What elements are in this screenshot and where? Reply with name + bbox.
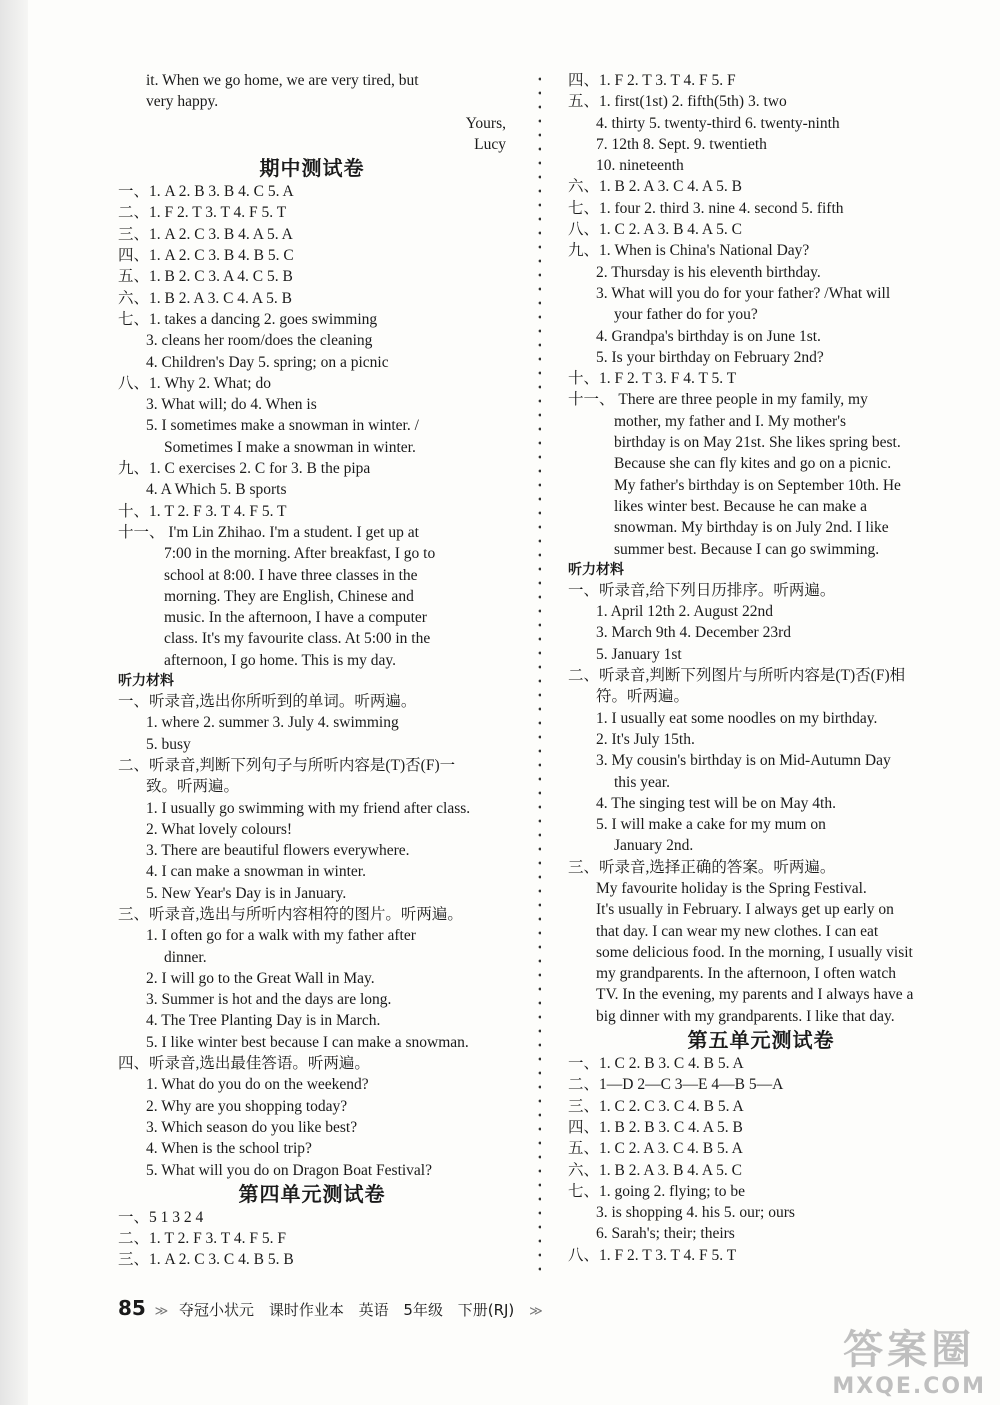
answer-line: 7. 12th 8. Sept. 9. twentieth — [596, 135, 767, 153]
page-footer — [118, 1296, 549, 1320]
answer-line: 1. I usually eat some noodles on my birthday. — [596, 709, 878, 727]
subsection-label: 听力材料 — [118, 673, 174, 690]
section-heading: 期中测试卷 — [259, 156, 365, 181]
answer-line: 三、1. A 2. C 3. C 4. B 5. B — [118, 1251, 294, 1269]
answer-line: very happy. — [146, 93, 219, 111]
answer-line: January 2nd. — [614, 837, 694, 855]
answer-line: 九、1. C exercises 2. C for 3. B the pipa — [118, 460, 371, 478]
section-heading: 第五单元测试卷 — [687, 1028, 835, 1053]
answer-line: Sometimes I make a snowman in winter. — [164, 438, 416, 456]
watermark-title: 答案圈 — [843, 1327, 976, 1373]
answer-line: Because she can fly kites and go on a picnic. — [614, 455, 892, 473]
answer-line: 十一、 I'm Lin Zhihao. I'm a student. I get up at — [118, 523, 419, 541]
answer-line: 三、听录音,选出与所听内容相符的图片。听两遍。 — [118, 905, 463, 923]
answer-line: 5. I will make a cake for my mum on — [596, 816, 826, 834]
answer-line: 1. where 2. summer 3. July 4. swimming — [146, 714, 399, 732]
answer-line: 2. Thursday is his eleventh birthday. — [596, 263, 821, 281]
answer-line: dinner. — [164, 948, 207, 966]
answer-line: Yours, — [465, 114, 506, 132]
answer-line: 3. What will you do for your father? /What will — [596, 284, 891, 302]
answer-line: 六、1. B 2. A 3. C 4. A 5. B — [568, 178, 742, 196]
answer-line: 四、听录音,选出最佳答语。听两遍。 — [118, 1055, 370, 1073]
answer-line: 2. What lovely colours! — [146, 820, 293, 838]
answer-line: afternoon, I go home. This is my day. — [164, 651, 397, 669]
answer-line: 4. A Which 5. B sports — [146, 481, 287, 499]
right-column — [568, 70, 954, 1266]
answer-line: 3. Which season do you like best? — [146, 1118, 358, 1136]
answer-line: 1. I often go for a walk with my father after — [146, 927, 416, 945]
answer-line: 五、1. first(1st) 2. fifth(5th) 3. two — [568, 93, 787, 111]
answer-line: 2. Why are you shopping today? — [146, 1097, 348, 1115]
answer-line: 5. New Year's Day is in January. — [146, 884, 347, 902]
answer-line: 十、1. F 2. T 3. F 4. T 5. T — [568, 370, 737, 388]
answer-line: 四、1. F 2. T 3. T 4. F 5. F — [568, 72, 736, 89]
left-column — [118, 70, 506, 1271]
answer-line: morning. They are English, Chinese and — [164, 587, 414, 605]
answer-line: 4. I can make a snowman in winter. — [146, 863, 366, 881]
answer-line: 一、1. C 2. B 3. C 4. B 5. A — [568, 1055, 744, 1073]
footer-volume: 下册(RJ) — [457, 1301, 515, 1319]
answer-line: My favourite holiday is the Spring Festival. — [596, 879, 867, 897]
answer-line: 五、1. B 2. C 3. A 4. C 5. B — [118, 268, 293, 286]
answer-line: this year. — [614, 773, 670, 791]
answer-line: My father's birthday is on September 10th. He — [614, 476, 901, 494]
answer-line: class. It's my favourite class. At 5:00 in the — [164, 630, 431, 648]
answer-line: 4. Children's Day 5. spring; on a picnic — [146, 353, 389, 371]
answer-line: 八、1. C 2. A 3. B 4. A 5. C — [568, 221, 742, 239]
chevron-right-icon: ≫ — [529, 1304, 543, 1319]
answer-line: 4. The Tree Planting Day is in March. — [146, 1012, 381, 1030]
answer-line: it. When we go home, we are very tired, but — [146, 72, 419, 89]
answer-line: big dinner with my grandparents. I like that day. — [596, 1007, 895, 1025]
answer-line: 5. Is your birthday on February 2nd? — [596, 348, 824, 366]
answer-line: 一、听录音,选出你所听到的单词。听两遍。 — [118, 693, 417, 711]
answer-line: 4. Grandpa's birthday is on June 1st. — [596, 327, 821, 345]
answer-line: 7:00 in the morning. After breakfast, I go to — [164, 545, 436, 563]
answer-line: 四、1. A 2. C 3. B 4. B 5. C — [118, 247, 294, 265]
answer-line: 3. cleans her room/does the cleaning — [146, 332, 373, 350]
answer-line: my grandparents. In the afternoon, I often watch — [596, 965, 896, 983]
answer-line: 2. It's July 15th. — [596, 730, 695, 748]
answer-line: 一、1. A 2. B 3. B 4. C 5. A — [118, 183, 294, 201]
section-heading: 第四单元测试卷 — [238, 1181, 386, 1206]
answer-line: 5. January 1st — [596, 645, 682, 663]
answer-line: 符。听两遍。 — [596, 688, 690, 706]
answer-line: mother, my father and I. My mother's — [614, 412, 847, 430]
answer-line: 三、1. C 2. C 3. C 4. B 5. A — [568, 1097, 744, 1115]
page-gutter-shadow — [0, 0, 28, 1405]
answer-line: 1. April 12th 2. August 22nd — [596, 603, 773, 621]
subsection-label: 听力材料 — [568, 561, 624, 578]
answer-line: 三、1. A 2. C 3. B 4. A 5. A — [118, 225, 293, 243]
answer-line: some delicious food. In the morning, I usually visit — [596, 943, 913, 961]
answer-line: that day. I can wear my new clothes. I can eat — [596, 922, 879, 940]
page-number: 85 — [118, 1296, 146, 1320]
answer-line: Lucy — [474, 135, 506, 153]
watermark-logo — [832, 1326, 986, 1399]
chevron-right-icon: ≫ — [154, 1304, 169, 1319]
answer-line: 六、1. B 2. A 3. C 4. A 5. B — [118, 289, 292, 307]
answer-line: 一、听录音,给下列日历排序。听两遍。 — [568, 581, 836, 599]
answer-line: 10. nineteenth — [596, 157, 684, 175]
answer-line: 3. There are beautiful flowers everywhere. — [146, 842, 410, 860]
answer-line: 十一、 There are three people in my family, my — [568, 391, 868, 409]
watermark-url: MXQE.COM — [832, 1374, 986, 1399]
answer-line: birthday is on May 21st. She likes spring best. — [614, 434, 901, 452]
answer-line: 4. thirty 5. twenty-third 6. twenty-ninth — [596, 114, 840, 132]
answer-line: 二、1. T 2. F 3. T 4. F 5. F — [118, 1230, 286, 1248]
answer-line: 九、1. When is China's National Day? — [568, 242, 810, 260]
answer-line: 五、1. C 2. A 3. C 4. B 5. A — [568, 1140, 743, 1158]
answer-line: 四、1. B 2. B 3. C 4. A 5. B — [568, 1118, 743, 1136]
footer-subject: 英语 — [358, 1301, 389, 1319]
column-divider — [538, 72, 541, 1277]
answer-line: school at 8:00. I have three classes in the — [164, 566, 418, 584]
answer-line: It's usually in February. I always get up early on — [596, 901, 894, 919]
answer-line: 二、听录音,判断下列句子与所听内容是(T)否(F)一 — [118, 756, 456, 774]
footer-series: 课时作业本 — [268, 1301, 344, 1319]
answer-line: 一、5 1 3 2 4 — [118, 1208, 204, 1226]
answer-line: snowman. My birthday is on July 2nd. I like — [614, 519, 889, 537]
answer-line: 十、1. T 2. F 3. T 4. F 5. T — [118, 502, 287, 520]
answer-line: 5. busy — [146, 735, 191, 753]
answer-line: 二、1. F 2. T 3. T 4. F 5. T — [118, 204, 287, 222]
answer-line: 5. I like winter best because I can make a snowman. — [146, 1033, 469, 1051]
answer-line: likes winter best. Because he can make a — [614, 497, 868, 515]
answer-line: 5. What will you do on Dragon Boat Festival? — [146, 1161, 432, 1179]
footer-grade: 5年级 — [403, 1301, 443, 1319]
answer-line: 七、1. four 2. third 3. nine 4. second 5. fifth — [568, 199, 844, 217]
answer-line: 六、1. B 2. A 3. B 4. A 5. C — [568, 1161, 742, 1179]
answer-line: 4. When is the school trip? — [146, 1140, 312, 1158]
answer-line: your father do for you? — [614, 306, 758, 324]
answer-line: 八、1. F 2. T 3. T 4. F 5. T — [568, 1246, 737, 1264]
answer-line: 3. My cousin's birthday is on Mid-Autumn Day — [596, 752, 891, 770]
answer-line: 七、1. going 2. flying; to be — [568, 1182, 745, 1200]
answer-line: summer best. Because I can go swimming. — [614, 540, 880, 558]
answer-line: music. In the afternoon, I have a computer — [164, 609, 427, 627]
answer-line: 三、听录音,选择正确的答案。听两遍。 — [568, 858, 836, 876]
answer-line: 七、1. takes a dancing 2. goes swimming — [118, 310, 378, 328]
answer-line: 3. Summer is hot and the days are long. — [146, 991, 392, 1009]
answer-line: 4. The singing test will be on May 4th. — [596, 794, 836, 812]
answer-line: 3. What will; do 4. When is — [146, 396, 317, 414]
answer-line: 二、1—D 2—C 3—E 4—B 5—A — [568, 1076, 784, 1094]
footer-brand: 夺冠小状元 — [179, 1301, 255, 1319]
answer-line: 1. I usually go swimming with my friend after class. — [146, 799, 471, 817]
answer-line: 致。听两遍。 — [146, 778, 240, 796]
answer-line: 2. I will go to the Great Wall in May. — [146, 969, 375, 987]
answer-line: 1. What do you do on the weekend? — [146, 1076, 369, 1094]
answer-line: 3. March 9th 4. December 23rd — [596, 624, 791, 642]
answer-line: TV. In the evening, my parents and I always have a — [596, 986, 914, 1004]
answer-line: 3. is shopping 4. his 5. our; ours — [596, 1204, 795, 1222]
answer-line: 5. I sometimes make a snowman in winter. / — [146, 417, 419, 435]
answer-line: 八、1. Why 2. What; do — [118, 374, 271, 392]
answer-line: 二、听录音,判断下列图片与所听内容是(T)否(F)相 — [568, 667, 906, 685]
answer-line: 6. Sarah's; their; theirs — [596, 1225, 735, 1243]
